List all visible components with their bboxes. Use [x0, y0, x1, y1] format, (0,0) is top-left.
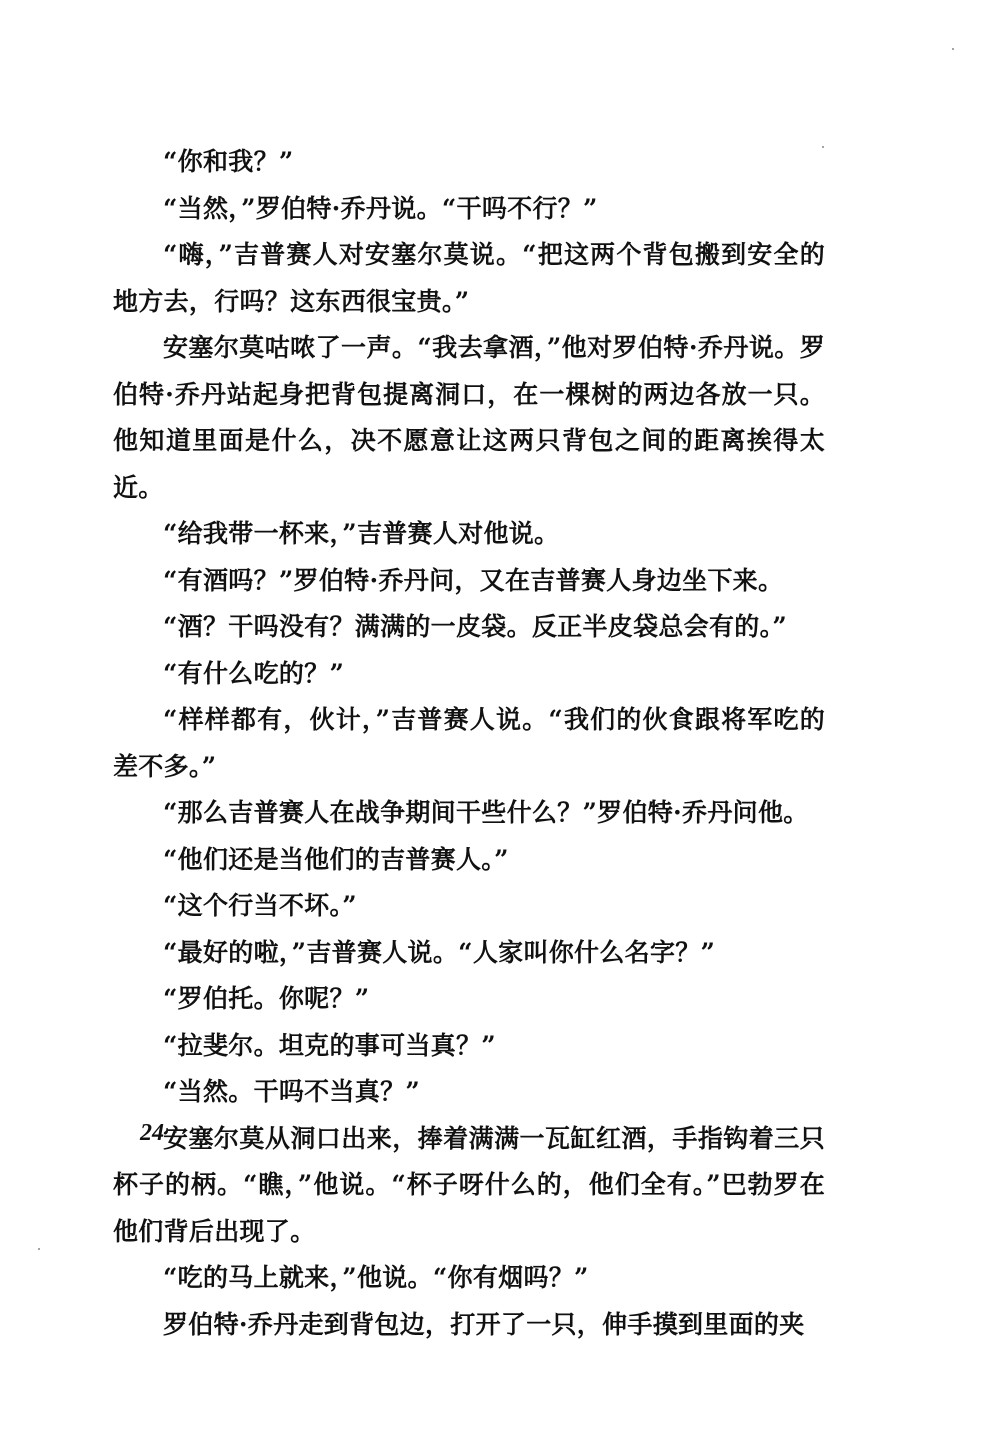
paragraph: “拉斐尔。坦克的事可当真？”: [163, 1030, 496, 1060]
paragraph: “当然。干吗不当真？”: [163, 1077, 421, 1106]
paragraph: “这个行当不坏。”: [163, 891, 357, 920]
paragraph: “罗伯托。你呢？”: [163, 984, 370, 1013]
paragraph: “酒？干吗没有？满满的一皮袋。反正半皮袋总会有的。”: [163, 612, 788, 641]
paragraph: “当然，”罗伯特·乔丹说。“干吗不行？”: [163, 193, 598, 223]
paragraph: “嗨，”吉普赛人对安塞尔莫说。“把这两个背包搬到安全的地方去，行吗？这东西很宝贵。”: [113, 240, 825, 316]
paragraph: “他们还是当他们的吉普赛人。”: [163, 844, 509, 874]
paragraph: 安塞尔莫从洞口出来，捧着满满一瓦缸红酒，手指钩着三只杯子的柄。“瞧，”他说。“杯子呀什么的，他们全有。”巴勃罗在他们背后出现了。: [113, 1123, 825, 1246]
paragraph: “给我带一杯来，”吉普赛人对他说。: [163, 519, 560, 548]
text-body: [113, 139, 825, 1348]
scan-speck: [822, 146, 824, 148]
paragraph: “最好的啦，”吉普赛人说。“人家叫你什么名字？”: [163, 937, 716, 967]
scan-speck: [952, 48, 954, 50]
paragraph: “那么吉普赛人在战争期间干些什么？”罗伯特·乔丹问他。: [163, 798, 809, 827]
paragraph: “有什么吃的？”: [163, 658, 345, 688]
scan-speck: [38, 1248, 40, 1250]
paragraph: “吃的马上就来，”他说。“你有烟吗？”: [163, 1263, 589, 1292]
paragraph: 安塞尔莫咕哝了一声。“我去拿酒，”他对罗伯特·乔丹说。罗伯特·乔丹站起身把背包提离洞口，在一棵树的两边各放一只。他知道里面是什么，决不愿意让这两只背包之间的距离挨得太近。: [113, 333, 825, 502]
paragraph: 罗伯特·乔丹走到背包边，打开了一只，伸手摸到里面的夹: [163, 1309, 805, 1339]
paragraph: “样样都有，伙计，”吉普赛人说。“我们的伙食跟将军吃的差不多。”: [113, 705, 825, 781]
paragraph: “你和我？”: [163, 147, 294, 176]
page-number: 24: [140, 1120, 164, 1146]
paragraph: “有酒吗？”罗伯特·乔丹问，又在吉普赛人身边坐下来。: [163, 565, 784, 595]
